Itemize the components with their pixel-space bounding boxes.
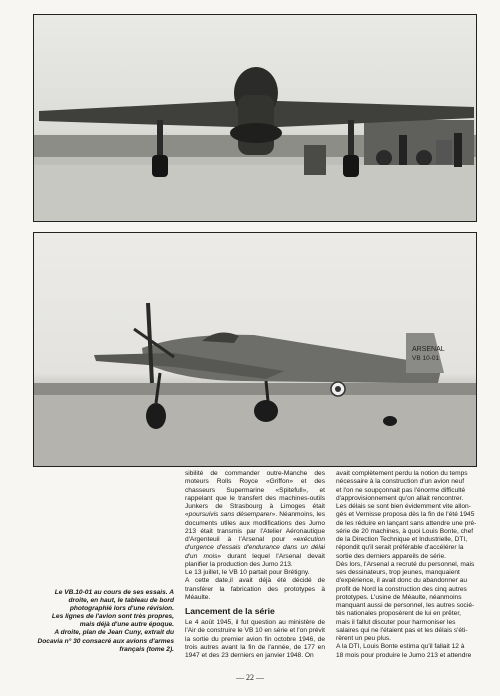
tail-marking-line2: VB 10-01: [412, 355, 440, 362]
caption-line: mais déjà d'une autre époque.: [79, 621, 174, 629]
text-line: profit de Nord la construction des cinq autres: [336, 585, 467, 593]
caption-line: A droite, plan de Jean Cuny, extrait du: [54, 629, 174, 637]
text-line: ses dessinateurs, trop jeunes, manquaient: [336, 569, 460, 576]
article-column-middle: [185, 470, 325, 660]
text-line: Dès lors, l'Arsenal a recruté du personnel, mais: [336, 560, 475, 568]
text-line: d'approvisionnement qu'on allait rencontrer.: [336, 494, 464, 502]
caption-line: Le VB.10-01 au cours de ses essais. A: [54, 589, 174, 596]
text-line: tés nationales proposèrent de lui en prêter,: [336, 610, 461, 618]
text-line: 18 mois pour produire le Jumo 213 et attendre: [336, 651, 472, 659]
caption-line: photographié lors d'une révision.: [69, 605, 174, 613]
article-column-right: [336, 470, 476, 660]
caption-line: Les lignes de l'avion sont très propres,: [51, 613, 174, 621]
text-line: d'expérience, il avait donc du abandonner au: [336, 577, 468, 585]
paragraph: A cette date,il avait déjà été décidé de transférer la fabrication des prototypes à Méaulte.: [185, 577, 325, 601]
photo-caption: [32, 589, 174, 654]
text-line: prototypes. L'usine de Méaulte, néanmoins: [336, 593, 462, 601]
page-number: — 22 —: [236, 673, 264, 682]
plane-side-illustration: [34, 233, 476, 466]
text-line: avait complètement perdu la notion du temps: [336, 470, 468, 477]
text-line: manquant aussi de personnel, les autres socié-: [336, 602, 475, 609]
runway: [34, 393, 476, 466]
paragraph: sibilité de commander outre-Manche des moteurs Rolls Royce «Griffon» et des chasseurs Supermarine «Spitefull», et rappelant que le transfert des machines-outils Junkers de Strasbourg à Limoges était «poursuivis sans désemparer». Néanmoins, les documents utiles aux modifications des Jumo 213 était transmis par l'Atelier Aéronautique d'Argenteuil à l'Arsenal pour «exécution d'urgence d'essais d'endurance dans un délai d'un mois» durant lequel l'Arsenal devait planifier la production des Jumo 213.: [185, 470, 325, 568]
paragraph: Le 4 août 1945, il fut question au ministère de l'Air de construire le VB 10 en série et l'on prévit la sortie du premier avion fin octobre 1946, de trois autres avant la fin de l'année, de 177 en 1947 et des 23 derniers en janvier 1948. On: [185, 619, 325, 659]
text-line: rèrent un peu plus.: [336, 635, 391, 642]
tail-marking-line1: ARSENAL: [412, 346, 445, 353]
text-line: nécessaire à la construction d'un avion neuf: [336, 478, 465, 486]
section-heading: Lancement de la série: [185, 606, 275, 616]
text-line: sortie des derniers appareils de série.: [336, 552, 446, 560]
text-line: A la DTI, Louis Bonte estima qu'il fallait 12 à: [336, 643, 465, 651]
caption-line: Docavia n° 30 consacré aux avions d'armes: [37, 637, 174, 645]
text-line: de les réduire en lançant sans attendre une pré-: [336, 519, 476, 527]
caption-line: droite, en haut, le tableau de bord: [68, 597, 174, 605]
text-line: salaires qui ne l'étaient pas et les délais s'éti-: [336, 626, 468, 634]
tarmac: [34, 165, 476, 221]
paragraph: Le 13 juillet, le VB 10 partait pour Brétigny.: [185, 569, 310, 576]
main-wheel: [254, 400, 278, 422]
right-wheel: [343, 155, 359, 177]
text-line: répondit qu'il serait préférable d'accélérer la: [336, 544, 464, 552]
text-line: de la Direction Technique et Industrielle, DTI,: [336, 536, 468, 543]
left-wheel: [152, 155, 168, 177]
photo-plane-side-view: [33, 232, 477, 467]
front-wheel: [146, 403, 166, 429]
caption-line: français (tome 2).: [119, 645, 174, 653]
text-line: gés et Vernisse proposa dès la fin de l'été 1945: [336, 511, 475, 519]
photo-plane-front-view: [33, 14, 477, 222]
text-line: série de 20 machines, à quoi Louis Bonte, chef: [336, 527, 474, 535]
text-line: et l'on ne soupçonnait pas l'énorme difficulté: [336, 486, 466, 494]
text-line: Les délais se sont bien évidemment vite allon-: [336, 503, 471, 510]
plane-front-illustration: [34, 15, 476, 221]
text-line: mais il fallut discuter pour harmoniser les: [336, 618, 456, 626]
plane-tail-fin: [406, 333, 444, 373]
tail-wheel: [383, 416, 397, 426]
